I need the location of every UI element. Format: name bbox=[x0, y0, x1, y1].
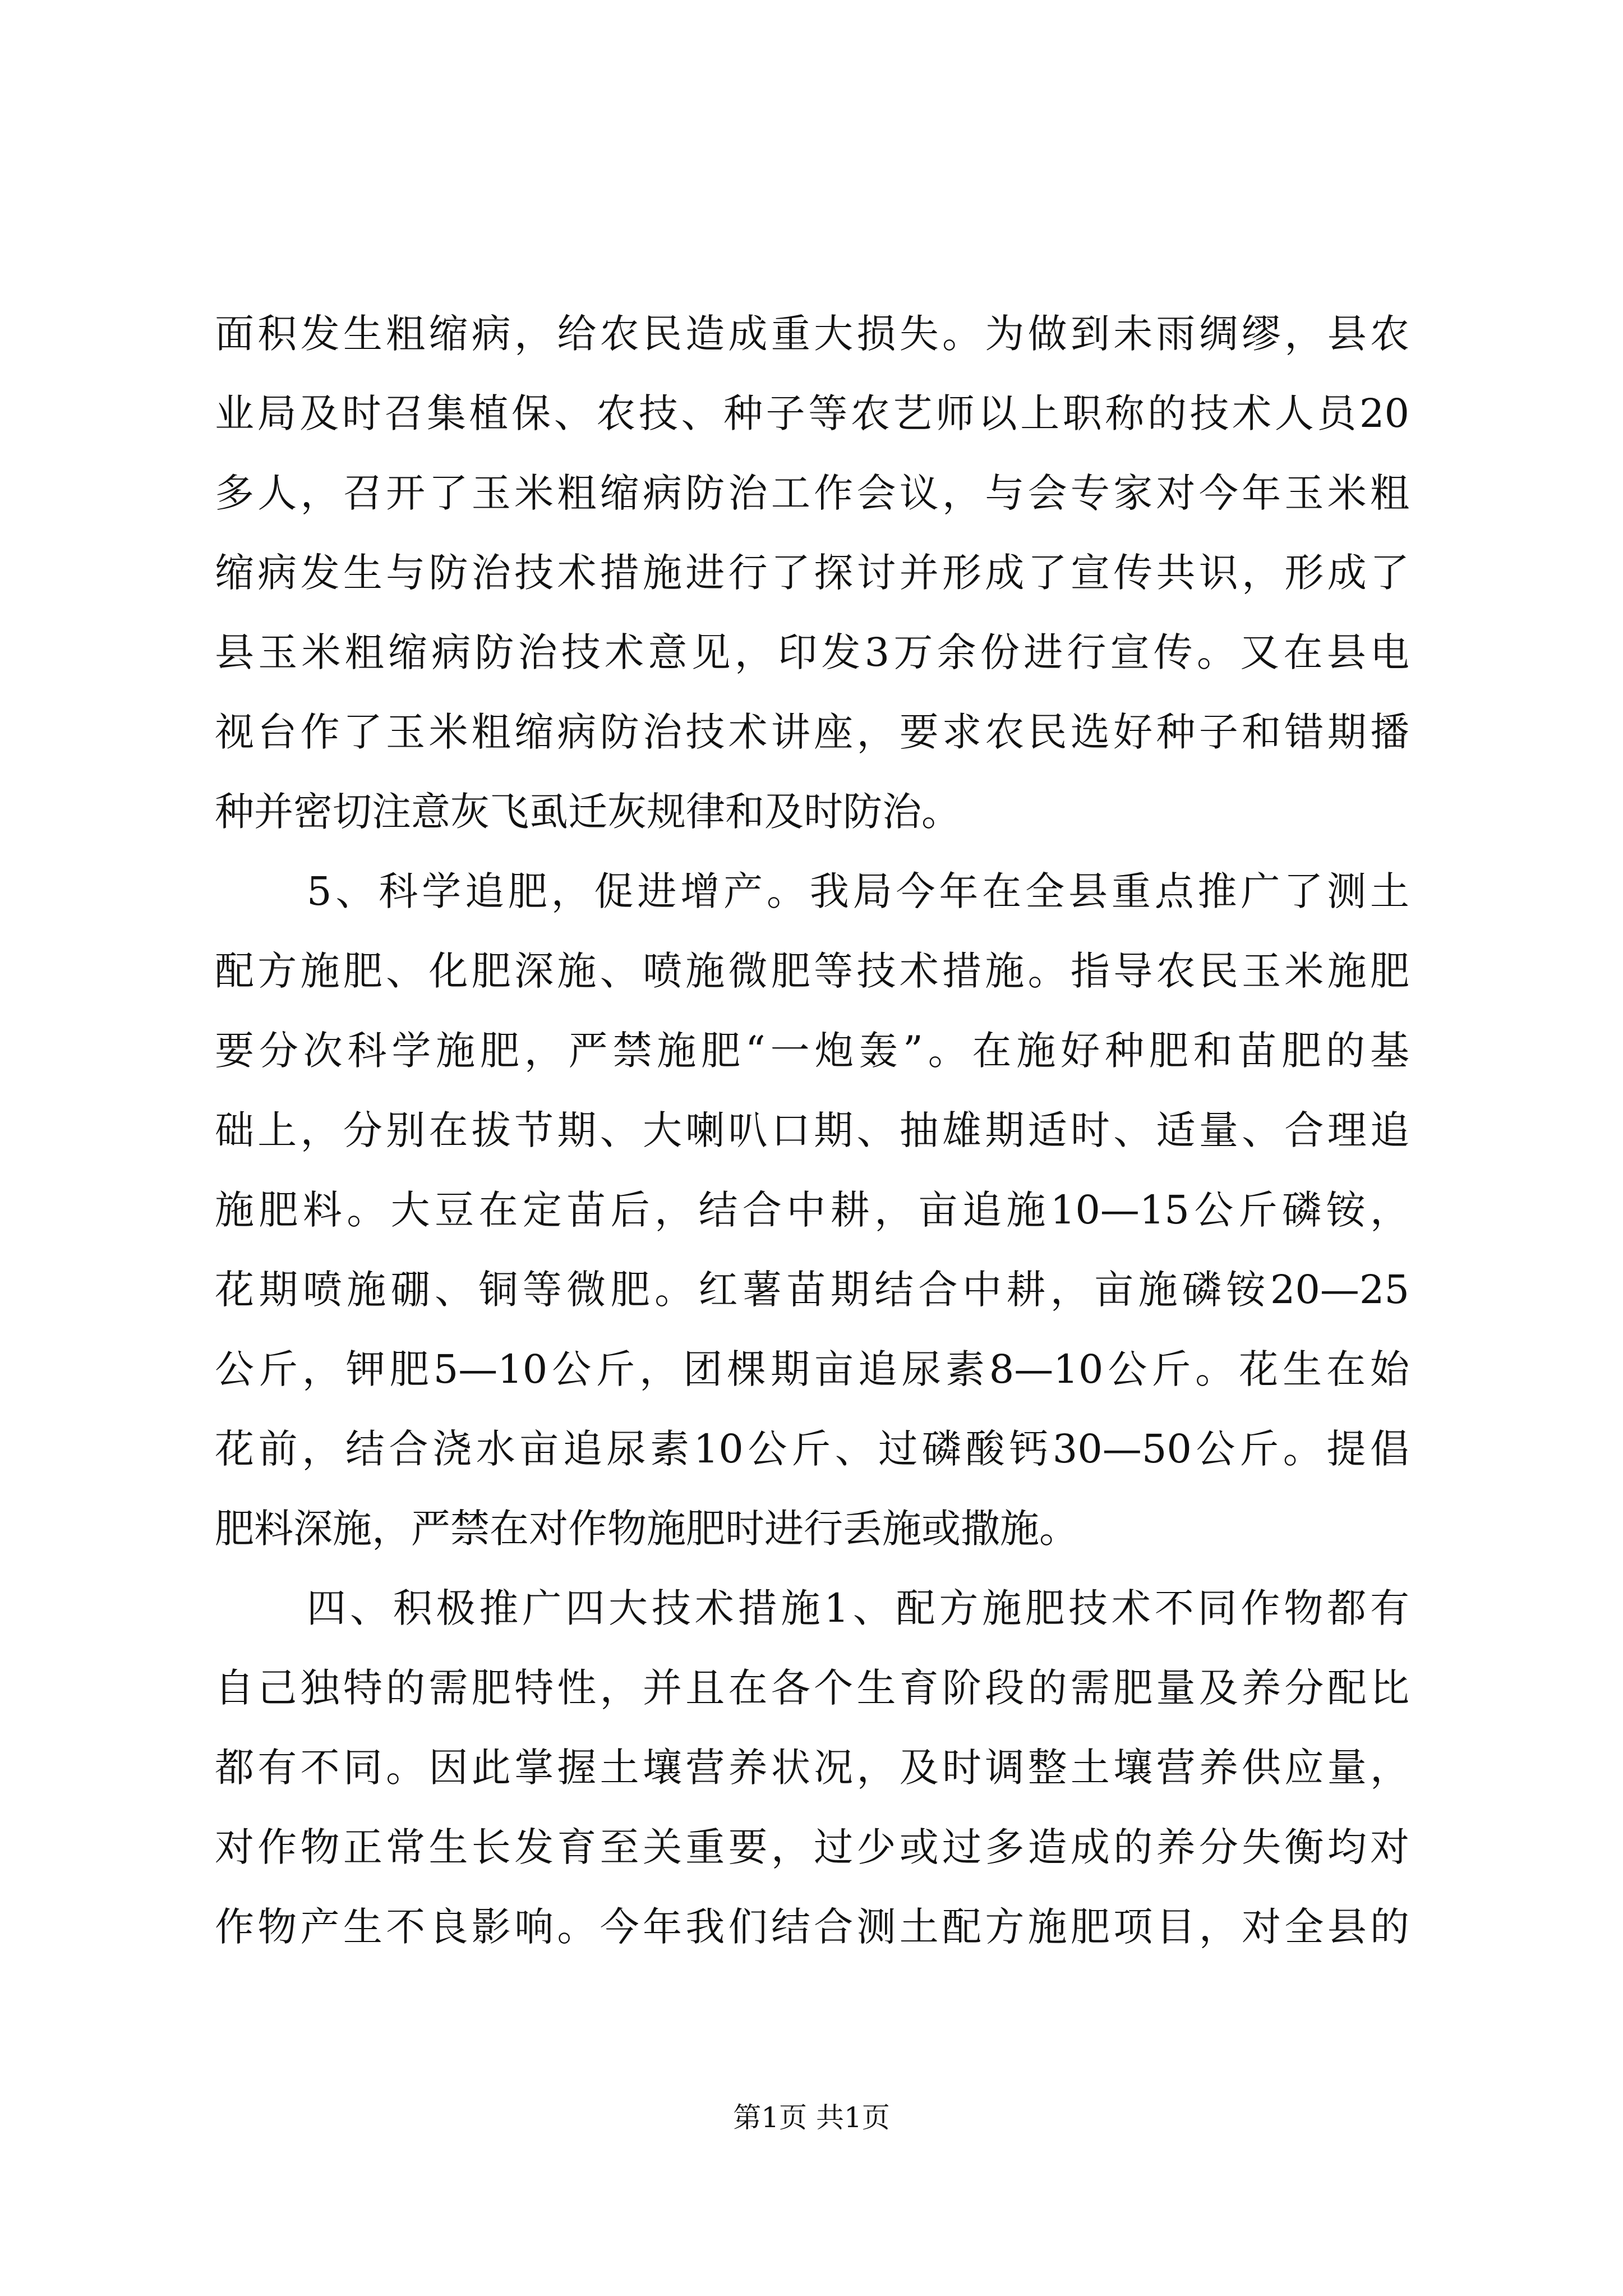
text-line: 面积发生粗缩病，给农民造成重大损失。为做到未雨绸缪，县农 bbox=[215, 311, 1409, 357]
text-line: 作物产生不良影响。今年我们结合测土配方施肥项目，对全县的 bbox=[215, 1904, 1409, 1950]
text-line: 县玉米粗缩病防治技术意见，印发3万余份进行宣传。又在县电 bbox=[215, 629, 1409, 675]
text-line: 础上，分别在拔节期、大喇叭口期、抽雄期适时、适量、合理追 bbox=[215, 1107, 1409, 1153]
text-line: 种并密切注意灰飞虱迁灰规律和及时防治。 bbox=[215, 789, 961, 835]
text-line: 配方施肥、化肥深施、喷施微肥等技术措施。指导农民玉米施肥 bbox=[215, 948, 1409, 994]
text-line: 花前，结合浇水亩追尿素10公斤、过磷酸钙30—50公斤。提倡 bbox=[215, 1426, 1409, 1472]
text-line: 多人，召开了玉米粗缩病防治工作会议，与会专家对今年玉米粗 bbox=[215, 470, 1409, 516]
document-body bbox=[215, 294, 1409, 1967]
text-line: 花期喷施硼、铜等微肥。红薯苗期结合中耕，亩施磷铵20—25 bbox=[215, 1267, 1409, 1313]
page-footer bbox=[0, 2098, 1623, 2137]
text-line: 要分次科学施肥，严禁施肥“一炮轰”。在施好种肥和苗肥的基 bbox=[215, 1028, 1409, 1074]
text-line: 自己独特的需肥特性，并且在各个生育阶段的需肥量及养分配比 bbox=[215, 1665, 1409, 1711]
text-line: 视台作了玉米粗缩病防治技术讲座，要求农民选好种子和错期播 bbox=[215, 709, 1409, 755]
text-line: 对作物正常生长发育至关重要，过少或过多造成的养分失衡均对 bbox=[215, 1824, 1409, 1870]
text-line: 都有不同。因此掌握土壤营养状况，及时调整土壤营养供应量， bbox=[215, 1745, 1409, 1791]
text-line: 肥料深施，严禁在对作物施肥时进行丢施或撒施。 bbox=[215, 1506, 1078, 1552]
page-number: 第1页 共1页 bbox=[733, 2101, 890, 2134]
text-line: 公斤，钾肥5—10公斤，团棵期亩追尿素8—10公斤。花生在始 bbox=[215, 1346, 1409, 1392]
text-line: 四、积极推广四大技术措施1、配方施肥技术不同作物都有 bbox=[307, 1585, 1409, 1631]
text-line: 业局及时召集植保、农技、种子等农艺师以上职称的技术人员20 bbox=[215, 390, 1409, 436]
text-line: 缩病发生与防治技术措施进行了探讨并形成了宣传共识，形成了 bbox=[215, 550, 1409, 596]
text-line: 5、科学追肥，促进增产。我局今年在全县重点推广了测土 bbox=[307, 868, 1409, 914]
text-line: 施肥料。大豆在定苗后，结合中耕，亩追施10—15公斤磷铵， bbox=[215, 1187, 1409, 1233]
